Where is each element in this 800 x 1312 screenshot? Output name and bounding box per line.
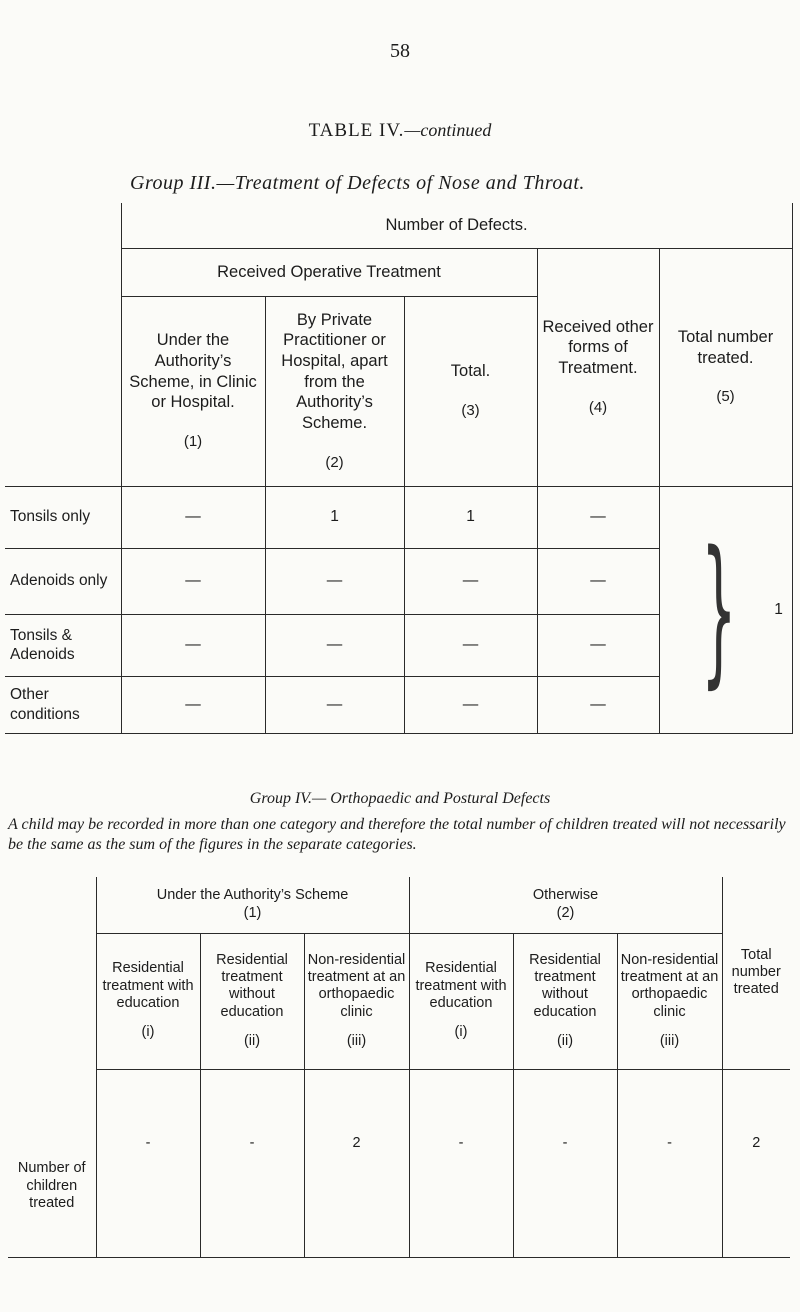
cell: —: [121, 486, 265, 548]
header-private-practitioner: [265, 296, 404, 486]
cell: —: [265, 548, 404, 614]
header-authority-scheme-label: Under the Authority’s Scheme, in Clinic or Hospital.: [129, 331, 257, 412]
subheader: [617, 933, 722, 1069]
cell: —: [537, 548, 659, 614]
header-scheme-label: Under the Authority’s Scheme: [156, 887, 349, 904]
total-cell: 2: [722, 1069, 790, 1257]
blank-corner-3: [5, 296, 121, 486]
cell: -: [513, 1069, 617, 1257]
subheader-label: Residential treatment without education: [216, 951, 288, 1020]
orthopaedic-table: [8, 877, 790, 1258]
group4-title: Group IV.— Orthopaedic and Postural Defects: [249, 790, 551, 807]
header-private-practitioner-label: By Private Practitioner or Hospital, apart from the Authority’s Scheme.: [281, 310, 388, 432]
cell: -: [617, 1069, 722, 1257]
subheader-label: Residential treatment without education: [529, 951, 601, 1020]
header-other-forms-label: Received other forms of Treatment.: [542, 317, 654, 377]
cell: —: [537, 486, 659, 548]
cell: -: [409, 1069, 513, 1257]
cell: —: [121, 614, 265, 676]
subheader-num: (iii): [659, 1033, 680, 1050]
col-num-5: (5): [716, 388, 735, 406]
table-title-main: TABLE IV.: [308, 120, 405, 141]
table-title: [0, 120, 800, 142]
col-num-1: (1): [183, 432, 203, 450]
cell: 1: [265, 486, 404, 548]
row-label: Tonsils only: [5, 486, 121, 548]
cell: —: [121, 548, 265, 614]
group4-note: A child may be recorded in more than one category and therefore the total number of children treated will not necessarily be the same as the sum of the figures in the separate categories.: [8, 816, 786, 853]
header-otherwise-num: (2): [556, 904, 575, 921]
blank-corner-2: [5, 248, 121, 296]
col-num-4: (4): [588, 398, 608, 416]
table-title-continued: —continued: [404, 120, 492, 140]
cell: -: [96, 1069, 200, 1257]
subheader-num: (ii): [243, 1033, 261, 1050]
cell: —: [265, 676, 404, 733]
header-other-forms: [537, 248, 659, 486]
total-treated-cell: [659, 486, 792, 733]
cell: —: [537, 614, 659, 676]
subheader-label: Non-residential treatment at an orthopaedic clinic: [307, 951, 406, 1020]
header-total-number-treated: Total number treated: [722, 877, 790, 1069]
header-otherwise-label: Otherwise: [532, 887, 599, 904]
page-number: 58: [390, 40, 410, 62]
row-label-number-treated: Number of children treated: [8, 877, 96, 1257]
col-num-3: (3): [461, 401, 480, 419]
subheader-label: Non-residential treatment at an orthopaedic clinic: [620, 951, 719, 1020]
blank-corner: [5, 203, 121, 248]
nose-throat-table: [5, 203, 793, 734]
col-num-2: (2): [325, 453, 344, 471]
cell: —: [404, 548, 537, 614]
cell: —: [404, 614, 537, 676]
subheader-label: Residential treatment with education: [415, 960, 507, 1011]
subheader-num: (i): [141, 1024, 155, 1041]
row-label: Tonsils & Adenoids: [5, 614, 121, 676]
row-label: Other conditions: [5, 676, 121, 733]
cell: 2: [304, 1069, 409, 1257]
header-total: [404, 296, 537, 486]
row-label: Adenoids only: [5, 548, 121, 614]
table-row: [8, 1069, 790, 1257]
subheader-num: (ii): [556, 1033, 574, 1050]
subheader: [200, 933, 304, 1069]
subheader-num: (iii): [346, 1033, 367, 1050]
group3-title: Group III.—Treatment of Defects of Nose and Throat.: [130, 172, 585, 194]
cell: —: [404, 676, 537, 733]
header-number-of-defects: Number of Defects.: [121, 203, 792, 248]
header-authority-scheme: [96, 877, 409, 933]
header-received-operative: Received Operative Treatment: [121, 248, 537, 296]
subheader: [96, 933, 200, 1069]
subheader-label: Residential treatment with education: [102, 960, 194, 1011]
header-total-treated: [659, 248, 792, 486]
total-treated-value: 1: [774, 600, 783, 618]
cell: —: [121, 676, 265, 733]
subheader: [513, 933, 617, 1069]
subheader-num: (i): [454, 1024, 468, 1041]
header-total-treated-label: Total number treated.: [677, 328, 774, 367]
cell: —: [537, 676, 659, 733]
header-authority-scheme: [121, 296, 265, 486]
header-otherwise: [409, 877, 722, 933]
header-scheme-num: (1): [243, 904, 262, 921]
table-row: [5, 486, 792, 548]
subheader: [304, 933, 409, 1069]
brace-glyph: }: [701, 515, 737, 703]
header-total-label: Total.: [450, 362, 491, 381]
subheader: [409, 933, 513, 1069]
cell: —: [265, 614, 404, 676]
cell: 1: [404, 486, 537, 548]
cell: -: [200, 1069, 304, 1257]
